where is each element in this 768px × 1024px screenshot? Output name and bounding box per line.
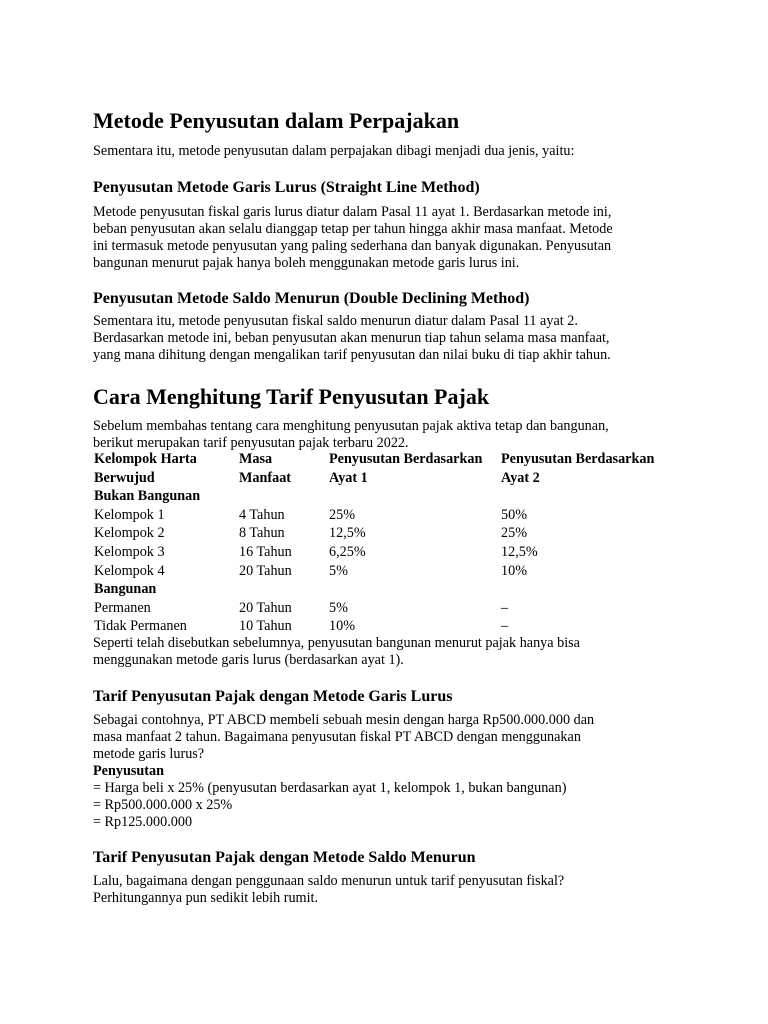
calc-line: = Rp500.000.000 x 25% — [93, 797, 233, 813]
table-group-row — [93, 580, 681, 599]
table-cell: 8 Tahun — [239, 525, 285, 542]
header-text: Penyusutan Berdasarkan — [501, 451, 655, 467]
text-line: bangunan menurut pajak hanya boleh menggunakan metode garis lurus ini. — [93, 255, 520, 271]
table-cell: Kelompok 4 — [94, 562, 165, 579]
heading-saldo-menurun-example: Tarif Penyusutan Pajak dengan Metode Saldo Menurun — [93, 849, 476, 866]
table-cell: 4 Tahun — [239, 506, 285, 523]
header-masa — [238, 450, 328, 487]
heading-garis-lurus-example: Tarif Penyusutan Pajak dengan Metode Garis Lurus — [93, 688, 453, 705]
text-line: Metode penyusutan fiskal garis lurus diatur dalam Pasal 11 ayat 1. Berdasarkan metode ini, — [93, 204, 612, 220]
table-row — [93, 617, 681, 636]
section-title-metode: Metode Penyusutan dalam Perpajakan — [93, 108, 460, 133]
group-label: Bukan Bangunan — [94, 488, 201, 505]
tarif-table-wrapper — [93, 450, 681, 636]
paragraph-example — [93, 712, 594, 831]
table-cell: 10% — [501, 562, 528, 579]
paragraph-declining — [93, 313, 611, 364]
text-line: ini termasuk metode penyusutan yang paling sederhana dan banyak digunakan. Penyusutan — [93, 238, 612, 254]
header-text: Kelompok Harta — [94, 451, 197, 467]
table-cell: 12,5% — [501, 543, 538, 560]
table-cell: – — [501, 599, 509, 616]
table-cell: 25% — [501, 525, 528, 542]
text-line: masa manfaat 2 tahun. Bagaimana penyusutan fiskal PT ABCD dengan menggunakan — [93, 729, 581, 745]
table-cell: 50% — [501, 506, 528, 523]
table-cell: 12,5% — [329, 525, 366, 542]
group-label: Bangunan — [94, 581, 157, 598]
section-intro: Sementara itu, metode penyusutan dalam perpajakan dibagi menjadi dua jenis, yaitu: — [93, 143, 575, 159]
heading-declining: Penyusutan Metode Saldo Menurun (Double Declining Method) — [93, 290, 530, 307]
table-row — [93, 599, 681, 618]
text-line: Sementara itu, metode penyusutan fiskal saldo menurun diatur dalam Pasal 11 ayat 2. — [93, 313, 578, 329]
table-row — [93, 562, 681, 581]
table-cell: Kelompok 3 — [94, 543, 165, 560]
table-cell: Tidak Permanen — [94, 618, 187, 635]
paragraph-after-table — [93, 635, 580, 669]
header-text: Manfaat — [239, 469, 292, 486]
table-cell: 5% — [329, 562, 348, 579]
calc-line: = Harga beli x 25% (penyusutan berdasarkan ayat 1, kelompok 1, bukan bangunan) — [93, 780, 567, 796]
table-row — [93, 543, 681, 562]
table-cell: 20 Tahun — [239, 599, 292, 616]
table-header-row — [93, 450, 681, 487]
table-row — [93, 524, 681, 543]
header-kelompok — [93, 450, 238, 487]
header-ayat1 — [328, 450, 500, 487]
table-cell: 10 Tahun — [239, 618, 292, 635]
text-line: Lalu, bagaimana dengan penggunaan saldo menurun untuk tarif penyusutan fiskal? — [93, 873, 565, 889]
text-line: berikut merupakan tarif penyusutan pajak terbaru 2022. — [93, 435, 409, 451]
table-cell: 5% — [329, 599, 348, 616]
text-line: Berdasarkan metode ini, beban penyusutan akan menurun tiap tahun selama masa manfaat, — [93, 330, 610, 346]
text-line: Sebagai contohnya, PT ABCD membeli sebuah mesin dengan harga Rp500.000.000 dan — [93, 712, 595, 728]
text-line: yang mana dihitung dengan mengalikan tarif penyusutan dan nilai buku di tiap akhir tahun. — [93, 347, 611, 363]
tarif-table — [93, 450, 681, 636]
header-text: Ayat 2 — [501, 469, 540, 486]
calc-line: = Rp125.000.000 — [93, 814, 193, 830]
text-line: Seperti telah disebutkan sebelumnya, penyusutan bangunan menurut pajak hanya bisa — [93, 635, 580, 651]
table-cell: Permanen — [94, 599, 151, 616]
heading-straight-line: Penyusutan Metode Garis Lurus (Straight Line Method) — [93, 179, 480, 196]
text-line: Perhitungannya pun sedikit lebih rumit. — [93, 890, 318, 906]
table-cell: 6,25% — [329, 543, 366, 560]
table-cell: Kelompok 1 — [94, 506, 165, 523]
table-cell: Kelompok 2 — [94, 525, 165, 542]
paragraph-table-intro — [93, 418, 609, 452]
header-text: Berwujud — [94, 469, 155, 486]
text-line: beban penyusutan akan selalu dianggap tetap per tahun hingga akhir masa manfaat. Metode — [93, 221, 613, 237]
table-cell: 20 Tahun — [239, 562, 292, 579]
paragraph-saldo-menurun — [93, 873, 564, 907]
calc-label: Penyusutan — [93, 763, 164, 779]
text-line: Sebelum membahas tentang cara menghitung penyusutan pajak aktiva tetap dan bangunan, — [93, 418, 609, 434]
table-group-row — [93, 487, 681, 506]
text-line: menggunakan metode garis lurus (berdasarkan ayat 1). — [93, 652, 404, 668]
table-cell: – — [501, 618, 509, 635]
table-cell: 10% — [329, 618, 356, 635]
text-line: metode garis lurus? — [93, 746, 205, 762]
header-text: Ayat 1 — [329, 469, 368, 486]
table-cell: 16 Tahun — [239, 543, 292, 560]
header-text: Penyusutan Berdasarkan — [329, 451, 483, 467]
header-ayat2 — [500, 450, 681, 487]
section-title-cara: Cara Menghitung Tarif Penyusutan Pajak — [93, 384, 490, 409]
paragraph-straight-line — [93, 204, 613, 272]
table-cell: 25% — [329, 506, 356, 523]
table-row — [93, 506, 681, 525]
header-text: Masa — [239, 451, 273, 467]
